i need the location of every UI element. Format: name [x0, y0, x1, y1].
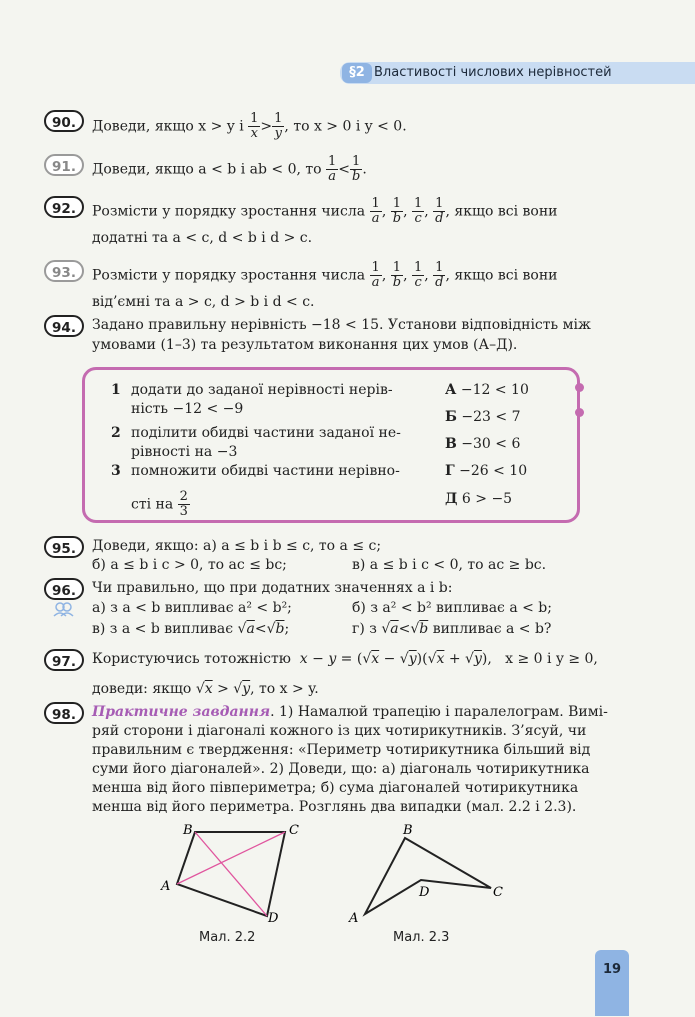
- svg-text:C: C: [289, 823, 299, 838]
- svg-text:B: B: [183, 823, 193, 838]
- condition-2-line-2: рівності на −3: [131, 444, 238, 460]
- condition-1-number: 1: [111, 382, 121, 398]
- problem-95-line-2b: в) a ≤ b і c < 0, то ac ≥ bc.: [352, 557, 547, 573]
- svg-text:D: D: [268, 911, 279, 926]
- section-header: [340, 62, 695, 84]
- section-title: Властивості числових нерівностей: [374, 65, 612, 80]
- problem-number-94: 94.: [44, 315, 84, 337]
- problem-98-line-5: менша від його півпериметра; б) сума діагоналей чотирикутника: [92, 780, 579, 796]
- problem-number-96: 96.: [44, 578, 84, 600]
- problem-98-line-3: правильним є твердження: «Периметр чотирикутника більший від: [92, 742, 591, 758]
- problem-96-a: а) з a < b випливає a² < b²;: [92, 600, 292, 616]
- problem-number-95: 95.: [44, 536, 84, 558]
- svg-text:A: A: [161, 879, 171, 894]
- condition-1-line-1: додати до заданої нерівності нерів-: [131, 382, 393, 398]
- problem-number-97: 97.: [44, 649, 84, 671]
- svg-text:A: A: [349, 911, 359, 926]
- answer-b: Б −23 < 7: [445, 409, 521, 425]
- connector-dot-bottom: [575, 408, 584, 417]
- problem-93-text: Розмісти у порядку зростання числа $\frac{1}{a}$ , $\frac{1}{b}$ , $\frac{1}{c}$ , $\frac{1}{d}$ , якщо всі вони: [92, 260, 558, 290]
- problem-number-93: 93.: [44, 260, 84, 282]
- condition-3-number: 3: [111, 463, 121, 479]
- figure-2-2-caption: Мал. 2.2: [199, 930, 256, 945]
- problem-90-text: Доведи, якщо x > y і $\frac{1}{x}$ > $\frac{1}{y}$ , то x > 0 і y < 0.: [92, 111, 407, 141]
- answer-g: Г −26 < 10: [445, 463, 528, 479]
- section-number: §2: [342, 63, 372, 83]
- problem-number-91: 91.: [44, 154, 84, 176]
- problem-92-text: Розмісти у порядку зростання числа $\frac{1}{a}$ , $\frac{1}{b}$ , $\frac{1}{c}$ , $\frac{1}{d}$ , якщо всі вони: [92, 196, 558, 226]
- problem-92-text-2: додатні та a < c, d < b і d > c.: [92, 230, 313, 246]
- figure-2-2: [155, 820, 315, 930]
- problem-96-d: г) з √a<√b випливає a < b?: [352, 621, 552, 637]
- problem-96-line-1: Чи правильно, що при додатних значеннях a і b:: [92, 580, 453, 596]
- problem-96-b: б) з a² < b² випливає a < b;: [352, 600, 552, 616]
- problem-98-line-2: ряй сторони і діагоналі кожного із цих чотирикутників. З’ясуй, чи: [92, 723, 587, 739]
- condition-3-line-2: сті на $\frac{2}{3}$: [131, 489, 188, 519]
- problem-96-c: в) з a < b випливає √a<√b;: [92, 621, 290, 637]
- figure-2-3: [345, 820, 515, 930]
- problem-91-text: Доведи, якщо a < b і ab < 0, то $\frac{1}{a}$ < $\frac{1}{b}$ .: [92, 154, 367, 184]
- figure-2-3-caption: Мал. 2.3: [393, 930, 450, 945]
- problem-97-line-2: доведи: якщо √x > √y, то x > y.: [92, 681, 319, 697]
- connector-dot-top: [575, 383, 584, 392]
- condition-1-line-2: ність −12 < −9: [131, 401, 244, 417]
- svg-text:C: C: [493, 885, 503, 900]
- answer-v: В −30 < 6: [445, 436, 521, 452]
- problem-98-line-1: Практичне завдання. 1) Намалюй трапецію і паралелограм. Вимі-: [92, 704, 608, 720]
- condition-3-line-1: помножити обидві частини нерівно-: [131, 463, 400, 479]
- condition-2-line-1: поділити обидві частини заданої не-: [131, 425, 401, 441]
- svg-text:B: B: [403, 823, 413, 838]
- problem-97-line-1: Користуючись тотожністю x − y = (√x − √y)(√x + √y), x ≥ 0 і y ≥ 0,: [92, 651, 598, 667]
- problem-number-98: 98.: [44, 702, 84, 724]
- condition-2-number: 2: [111, 425, 121, 441]
- problem-93-text-2: від’ємні та a > c, d > b і d < c.: [92, 294, 315, 310]
- problem-98-line-4: суми його діагоналей». 2) Доведи, що: а) діагональ чотирикутника: [92, 761, 590, 777]
- answer-d: Д 6 > −5: [445, 491, 513, 507]
- answer-a: А −12 < 10: [445, 382, 529, 398]
- problem-98-line-6: менша від його периметра. Розглянь два випадки (мал. 2.2 і 2.3).: [92, 799, 577, 815]
- problem-94-line-2: умовами (1–3) та результатом виконання цих умов (А–Д).: [92, 337, 518, 353]
- problem-number-92: 92.: [44, 196, 84, 218]
- problem-95-line-1: Доведи, якщо: а) a ≤ b і b ≤ c, то a ≤ c;: [92, 538, 382, 554]
- problem-number-90: 90.: [44, 110, 84, 132]
- problem-94-line-1: Задано правильну нерівність −18 < 15. Установи відповідність між: [92, 317, 591, 333]
- page-number: 19: [595, 950, 629, 1016]
- pair-work-icon: [52, 601, 76, 617]
- problem-95-line-2a: б) a ≤ b і c > 0, то ac ≤ bc;: [92, 557, 287, 573]
- svg-text:D: D: [419, 885, 430, 900]
